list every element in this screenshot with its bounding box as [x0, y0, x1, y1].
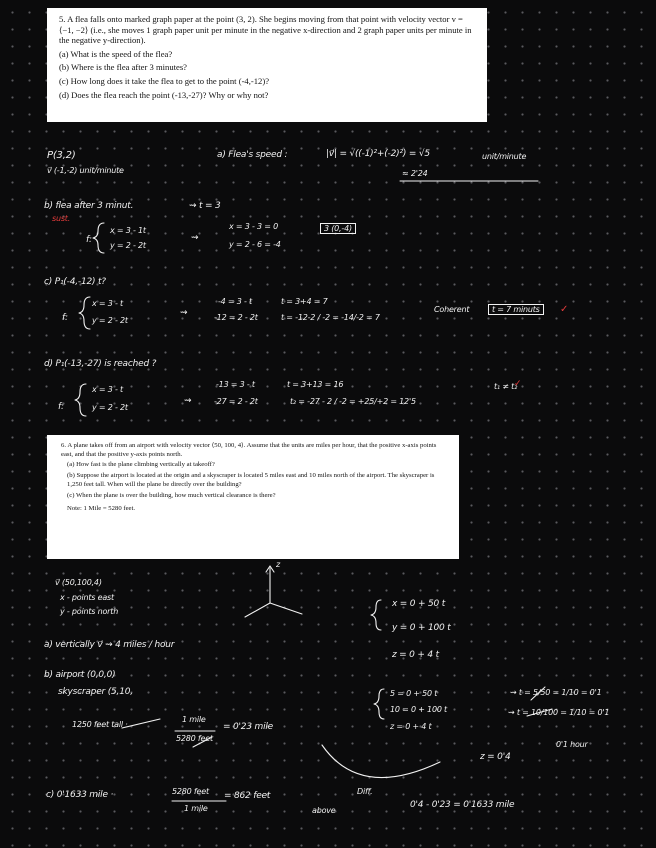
note-d-calc2: -27 = 2 - 2t [214, 397, 258, 406]
note-b-eq2: y = 2 - 2t [110, 241, 146, 250]
note-d-check: ✓ [514, 379, 522, 389]
note-c-eq1: x = 3 - t [92, 299, 123, 308]
note-d-t2: t₂ = -27 - 2 / -2 = +25/+2 = 12'5 [290, 397, 416, 406]
problem-5-statement: 5. A flea falls onto marked graph paper at the point (3, 2). She begins moving from that point with velocity vector v = ⟨−1, −2⟩ (i.e., she moves 1 graph paper unit per minute in the negative x-direction and 2 graph paper units per minute in the negative y-direction). [59, 14, 472, 46]
brace-system-lower [374, 689, 384, 719]
note-p6-s2: 10 = 0 + 100 t [390, 705, 447, 714]
note-d-eq1: x = 3 - t [92, 385, 123, 394]
problem-5-question-b: (b) Where is the flea after 3 minutes? [59, 62, 187, 73]
note-p6-s1: 5 = 0 + 50 t [390, 689, 438, 698]
note-c-coherent: Coherent [434, 305, 470, 314]
axis-y [270, 603, 302, 614]
axis-z-label: z [276, 560, 280, 569]
problem-6-statement: 6. A plane takes off from an airport with velocity vector ⟨50, 100, 4⟩. Assume that the units are miles per hour, that the positive x-axis points east, and that the positive y-axis points north. [61, 442, 437, 458]
note-p6-skyscraper: skyscraper (5,10, [58, 687, 133, 697]
note-c-calc1: -4 = 3 - t [218, 297, 252, 306]
note-p6-c-denominator: 1 mile [184, 804, 208, 813]
note-c-calc2: -12 = 2 - 2t [214, 313, 258, 322]
problem-6-note: Note: 1 Mile = 5280 feet. [67, 505, 136, 513]
note-c-eq2: y = 2 - 2t [92, 316, 128, 325]
note-b-arrow: ⇝ [191, 233, 199, 243]
note-p6-conv-numerator: 1 mile [182, 715, 206, 724]
brace-b [93, 223, 104, 253]
note-p6-c-result: = 862 feet [224, 791, 271, 801]
note-d-result: t₁ ≠ t₂ [494, 382, 518, 391]
note-b-calc2: y = 2 - 6 = -4 [229, 240, 281, 249]
note-point-p: P(3,2) [47, 150, 76, 161]
note-b-label: b) flea after 3 minut. [44, 201, 134, 211]
note-p6-conversion: 1250 feet tall · [72, 720, 128, 729]
note-d-eq2: y = 2 - 2t [92, 403, 128, 412]
note-d-arrow: ⇝ [184, 396, 192, 406]
note-b-calc1: x = 3 - 3 = 0 [229, 222, 278, 231]
note-a-decimal: ≈ 2'24 [402, 169, 428, 178]
note-p6-sys-x: x = 0 + 50 t [392, 599, 446, 609]
note-velocity-vector: v⃗ (-1,-2) unit/minute [47, 166, 124, 175]
problem-5-question-a: (a) What is the speed of the flea? [59, 48, 173, 59]
note-c-arrow: ⇝ [180, 308, 188, 318]
note-b-eq1: x = 3 - 1t [110, 226, 146, 235]
note-p6-conv-result: = 0'23 mile [223, 722, 274, 732]
note-c-answer-box: t = 7 minuts [488, 304, 544, 315]
note-p6-a: a) vertically v⃗ ⇝ 4 miles / hour [44, 640, 175, 650]
strike-feet-1 [122, 719, 160, 728]
note-b-f: f: [86, 235, 92, 245]
note-p6-hour: 0'1 hour [556, 740, 588, 749]
note-p6-conv-denominator: 5280 feet [176, 734, 213, 743]
note-d-label: d) P₁(-13,-27) is reached ? [44, 359, 157, 369]
note-p6-final: 0'4 - 0'23 = 0'1633 mile [410, 800, 515, 810]
note-p6-velocity: v⃗ (50,100,4) [55, 578, 102, 587]
note-p6-b-airport: b) airport (0,0,0) [44, 670, 116, 680]
note-b-time: ⇝ t = 3 [189, 201, 221, 211]
note-c-check: ✓ [560, 304, 569, 315]
note-a-label: a) Flea's speed : [217, 150, 288, 160]
diff-arc [322, 745, 440, 778]
note-d-t1: t = 3+13 = 16 [287, 380, 344, 389]
problem-6-card [47, 435, 459, 559]
note-p6-t1: ⇝ t = 5/50 = 1/10 = 0'1 [510, 688, 602, 697]
note-p6-above: above [312, 806, 336, 815]
note-a-formula: |v⃗| = √((-1)²+(-2)²) = √5 [326, 149, 430, 159]
axis-z-head [266, 566, 274, 572]
brace-system-right [371, 600, 381, 630]
note-c-t1: t = 3+4 = 7 [281, 297, 328, 306]
note-c-t2: t = -12-2 / -2 = -14/-2 = 7 [281, 313, 380, 322]
note-p6-y-north: y - points north [60, 607, 119, 616]
problem-6-question-a: (a) How fast is the plane climbing vertically at takeoff? [67, 461, 215, 469]
note-p6-c-numerator: 5280 feet [172, 787, 209, 796]
note-c-f: f: [62, 313, 68, 323]
brace-d [75, 384, 86, 416]
note-b-answer-box: 3 (0,-4) [320, 223, 356, 234]
note-p6-z-value: z = 0'4 [480, 752, 511, 762]
note-c-label: c) P₁(-4,-12) t? [44, 277, 106, 287]
note-p6-diff: Diff. [357, 787, 373, 796]
problem-5-card [47, 8, 487, 122]
problem-6-question-c: (c) When the plane is over the building, how much vertical clearance is there? [67, 491, 276, 499]
problem-5-question-c: (c) How long does it take the flea to get to the point (-4,-12)? [59, 75, 270, 86]
note-p6-t2: ⇝ t = 10/100 = 1/10 = 0'1 [508, 708, 610, 717]
problem-6-question-b: (b) Suppose the airport is located at the origin and a skyscraper is located 5 miles east and 10 miles north of the airport. The skyscraper is 1,250 feet tall. When will the plane be directly over the building? [67, 472, 435, 488]
note-p6-s3: z = 0 + 4 t [390, 722, 432, 731]
note-d-calc1: -13 = 3 - t [216, 380, 255, 389]
problem-5-question-d: (d) Does the flea reach the point (-13,-27)? Why or why not? [59, 89, 269, 100]
note-b-red-mark: sust. [52, 214, 71, 223]
note-p6-x-east: x - points east [60, 593, 114, 602]
note-d-f: f: [58, 402, 64, 412]
note-p6-c: c) 0'1633 mile · [46, 790, 114, 800]
brace-c [79, 297, 90, 329]
note-a-unit: unit/minute [482, 152, 527, 161]
note-p6-sys-z: z = 0 + 4 t [392, 650, 439, 660]
note-p6-sys-y: y = 0 + 100 t [392, 623, 451, 633]
axis-x [245, 603, 270, 617]
